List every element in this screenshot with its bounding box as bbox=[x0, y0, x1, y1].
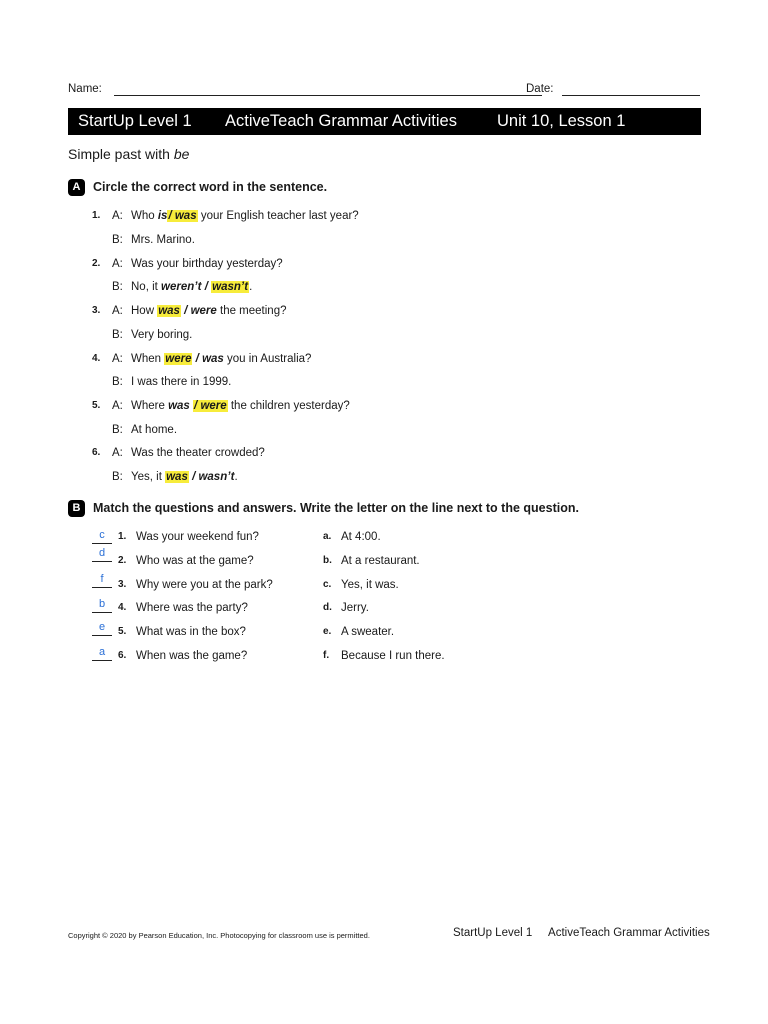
answer-sentence: Very boring. bbox=[131, 329, 193, 341]
speaker-a: A: bbox=[112, 305, 123, 317]
item-number: 4. bbox=[92, 353, 101, 364]
banner-unit: Unit 10, Lesson 1 bbox=[497, 112, 626, 130]
item-number: 5. bbox=[92, 400, 101, 411]
answer-blank[interactable]: b bbox=[92, 598, 112, 613]
sentence: Was your birthday yesterday? bbox=[131, 258, 283, 270]
sentence: Was the theater crowded? bbox=[131, 447, 265, 459]
answer-sentence: Yes, it was / wasn’t. bbox=[131, 471, 238, 483]
title-banner bbox=[68, 108, 701, 135]
question-text: Why were you at the park? bbox=[136, 579, 273, 591]
banner-level: StartUp Level 1 bbox=[78, 112, 192, 130]
answer-blank[interactable]: d bbox=[92, 547, 112, 562]
option-1[interactable]: is bbox=[157, 210, 168, 222]
answer-option: Yes, it was. bbox=[341, 579, 399, 591]
speaker-a: A: bbox=[112, 353, 123, 365]
item-number: 2. bbox=[92, 258, 101, 269]
speaker-b: B: bbox=[112, 376, 123, 388]
option-1-circled[interactable]: was bbox=[158, 305, 180, 317]
section-a-heading bbox=[68, 179, 327, 196]
option-2[interactable]: were bbox=[190, 305, 217, 317]
sentence: When were / was you in Australia? bbox=[131, 353, 312, 365]
subtitle-italic: be bbox=[173, 146, 190, 162]
copyright-notice: Copyright © 2020 by Pearson Education, Inc. Photocopying for classroom use is permitted. bbox=[68, 931, 370, 940]
question-text: When was the game? bbox=[136, 650, 248, 662]
answer-blank[interactable]: c bbox=[92, 529, 112, 544]
speaker-b: B: bbox=[112, 424, 123, 436]
option-2-circled[interactable]: was bbox=[174, 210, 197, 222]
sentence: Where was / were the children yesterday? bbox=[131, 400, 350, 412]
subtitle-text: Simple past with bbox=[68, 146, 170, 162]
answer-option: Jerry. bbox=[341, 602, 369, 614]
speaker-b: B: bbox=[112, 281, 123, 293]
option-2[interactable]: wasn’t bbox=[198, 471, 235, 483]
name-label: Name: bbox=[68, 83, 102, 95]
question-text: Where was the party? bbox=[136, 602, 248, 614]
answer-sentence: Mrs. Marino. bbox=[131, 234, 195, 246]
speaker-a: A: bbox=[112, 210, 123, 222]
option-1-circled[interactable]: was bbox=[166, 471, 188, 483]
section-a-instruction: Circle the correct word in the sentence. bbox=[93, 179, 328, 194]
sentence: Who is/ was your English teacher last year? bbox=[131, 210, 359, 222]
option-2-circled[interactable]: were bbox=[200, 400, 227, 412]
speaker-b: B: bbox=[112, 471, 123, 483]
option-2[interactable]: was bbox=[202, 353, 224, 365]
page-subtitle bbox=[68, 146, 189, 162]
item-number: 6. bbox=[92, 447, 101, 458]
date-label: Date: bbox=[526, 83, 554, 95]
question-text: What was in the box? bbox=[136, 626, 246, 638]
answer-sentence: At home. bbox=[131, 424, 178, 436]
answer-option: At a restaurant. bbox=[341, 555, 420, 567]
section-b-badge: B bbox=[68, 500, 85, 517]
footer-title bbox=[453, 927, 710, 939]
section-b-instruction: Match the questions and answers. Write the letter on the line next to the question. bbox=[93, 500, 579, 515]
question-text: Was your weekend fun? bbox=[136, 531, 259, 543]
answer-blank[interactable]: f bbox=[92, 573, 112, 588]
footer-series-title: ActiveTeach Grammar Activities bbox=[548, 927, 710, 939]
name-date-row bbox=[68, 83, 700, 99]
section-a-badge: A bbox=[68, 179, 85, 196]
option-1[interactable]: was bbox=[168, 400, 190, 412]
answer-sentence: I was there in 1999. bbox=[131, 376, 232, 388]
banner-title: ActiveTeach Grammar Activities bbox=[225, 112, 457, 130]
item-number: 3. bbox=[92, 305, 101, 316]
answer-blank[interactable]: e bbox=[92, 621, 112, 636]
speaker-b: B: bbox=[112, 329, 123, 341]
speaker-a: A: bbox=[112, 258, 123, 270]
item-number: 1. bbox=[92, 210, 101, 221]
speaker-a: A: bbox=[112, 400, 123, 412]
answer-blank[interactable]: a bbox=[92, 646, 112, 661]
option-2-circled[interactable]: wasn’t bbox=[212, 281, 249, 293]
answer-option: Because I run there. bbox=[341, 650, 445, 662]
answer-option: At 4:00. bbox=[341, 531, 381, 543]
date-field-line[interactable] bbox=[562, 95, 700, 96]
option-1[interactable]: weren’t bbox=[161, 281, 202, 293]
answer-option: A sweater. bbox=[341, 626, 395, 638]
section-b-heading bbox=[68, 500, 579, 517]
sentence: How was / were the meeting? bbox=[131, 305, 287, 317]
answer-sentence: No, it weren’t / wasn’t. bbox=[131, 281, 253, 293]
name-field-line[interactable] bbox=[114, 95, 542, 96]
speaker-b: B: bbox=[112, 234, 123, 246]
option-1-circled[interactable]: were bbox=[165, 353, 192, 365]
footer-level: StartUp Level 1 bbox=[453, 927, 533, 939]
speaker-a: A: bbox=[112, 447, 123, 459]
question-text: Who was at the game? bbox=[136, 555, 254, 567]
